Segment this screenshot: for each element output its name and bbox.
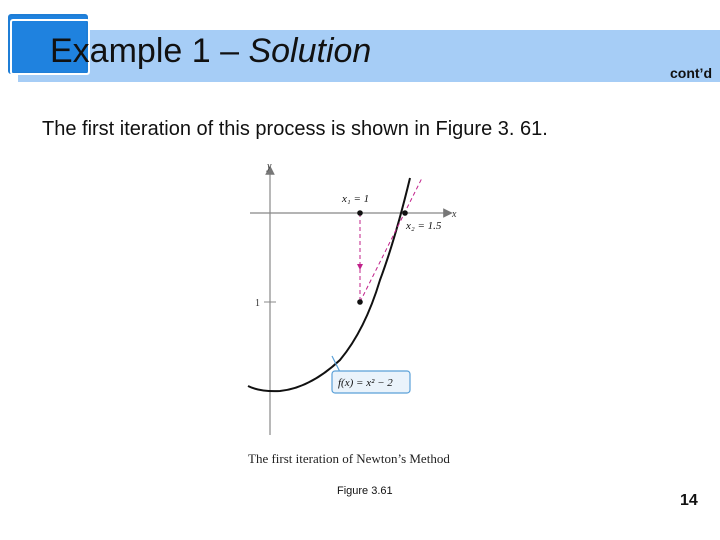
point-on-curve xyxy=(357,299,363,305)
function-label: f(x) = x² − 2 xyxy=(338,377,393,389)
figure-newton-method xyxy=(240,160,500,475)
callout-pointer xyxy=(332,356,340,372)
figure-svg xyxy=(240,160,500,475)
figure-caption: The first iteration of Newton’s Method xyxy=(248,451,450,466)
body-text: The first iteration of this process is shown in Figure 3. 61. xyxy=(42,118,548,140)
point-x2 xyxy=(402,210,408,216)
tick-label-1: 1 xyxy=(255,298,260,309)
x2-label: x₂ = 1.5 xyxy=(406,220,442,232)
x1-label: x₁ = 1 xyxy=(342,193,370,205)
arrow-head-icon xyxy=(357,264,363,270)
figure-number-label: Figure 3.61 xyxy=(337,485,393,497)
continued-label: cont’d xyxy=(670,65,712,81)
tangent-line xyxy=(360,178,422,302)
function-curve xyxy=(248,178,410,391)
point-x1 xyxy=(357,210,363,216)
page-number: 14 xyxy=(680,492,698,509)
slide-title-main: Example 1 – xyxy=(50,32,249,70)
slide-title-solution: Solution xyxy=(248,32,372,70)
x-axis-label: x xyxy=(452,209,457,220)
y-axis-label: y xyxy=(267,161,272,172)
slide-title xyxy=(50,32,371,71)
